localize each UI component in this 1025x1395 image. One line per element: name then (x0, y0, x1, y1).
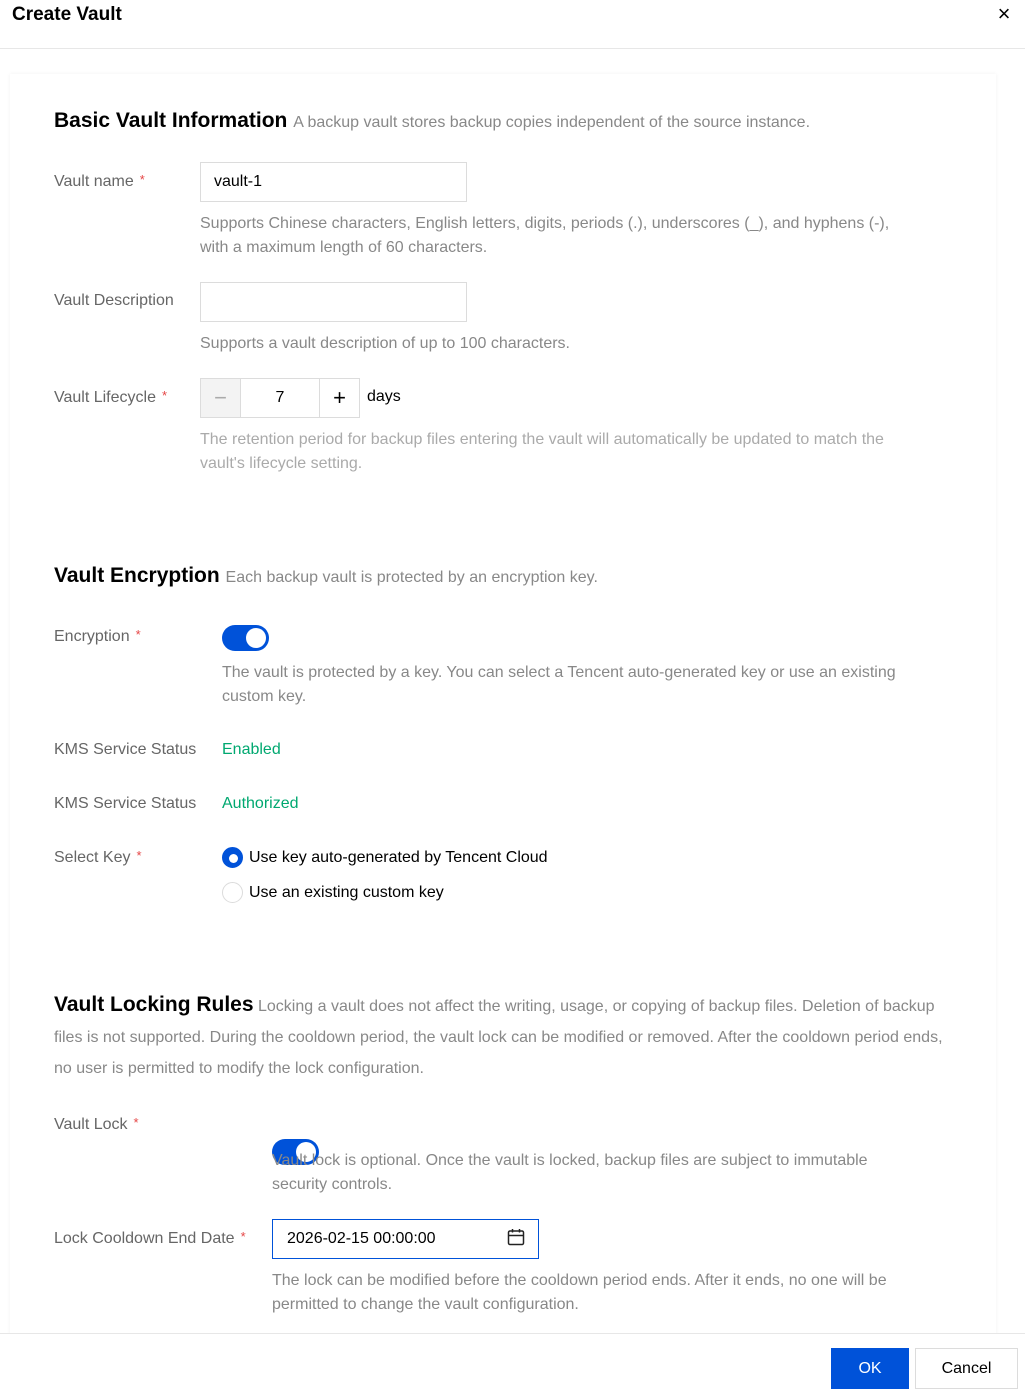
encryption-help-line-2: custom key. (222, 688, 307, 705)
vault-lock-help-line-2: security controls. (272, 1176, 393, 1193)
ok-button[interactable]: OK (831, 1348, 909, 1389)
encryption-help (222, 661, 942, 709)
radio-auto-key-label: Use key auto-generated by Tencent Cloud (249, 848, 548, 866)
vault-name-input[interactable]: vault-1 (200, 162, 467, 202)
lifecycle-help-line-2: vault's lifecycle setting. (200, 455, 363, 472)
radio-auto-key[interactable] (222, 847, 548, 868)
cooldown-date-input[interactable] (272, 1219, 539, 1259)
encryption-label-text: Encryption (54, 628, 130, 645)
encryption-label (54, 627, 141, 646)
vault-lock-label-text: Vault Lock (54, 1116, 128, 1133)
dialog-footer (0, 1333, 1025, 1395)
radio-checked-icon[interactable] (222, 847, 243, 868)
required-mark: * (136, 848, 142, 863)
lifecycle-value-input[interactable]: 7 (275, 389, 285, 406)
lifecycle-stepper (200, 378, 360, 418)
encryption-section-desc: Each backup vault is protected by an encryption key. (225, 569, 598, 586)
vault-lock-help (272, 1149, 952, 1197)
toggle-knob (246, 628, 266, 648)
close-icon[interactable]: × (997, 1, 1011, 26)
select-key-label (54, 848, 142, 867)
decrement-button[interactable]: − (201, 379, 241, 417)
kms-status-value-1: Enabled (222, 741, 281, 758)
kms-status-label-2: KMS Service Status (54, 795, 197, 812)
lifecycle-help (200, 428, 920, 476)
cooldown-date-help-line-1: The lock can be modified before the cooldown period ends. After it ends, no one will be (272, 1272, 887, 1289)
radio-custom-key[interactable] (222, 882, 444, 903)
radio-unchecked-icon[interactable] (222, 882, 243, 903)
locking-section-desc-1: Locking a vault does not affect the writing, usage, or copying of backup files. Deletion of backup (258, 998, 935, 1015)
dialog-title: Create Vault (12, 4, 122, 25)
cooldown-date-label (54, 1229, 246, 1248)
encryption-help-line-1: The vault is protected by a key. You can select a Tencent auto-generated key or use an existing (222, 664, 896, 681)
dialog-header (0, 0, 1025, 49)
vault-lock-help-line-1: Vault lock is optional. Once the vault is locked, backup files are subject to immutable (272, 1152, 868, 1169)
locking-section-desc-2: files is not supported. During the cooldown period, the vault lock can be modified or removed. After the cooldown period ends, (54, 1029, 943, 1046)
basic-section-desc: A backup vault stores backup copies independent of the source instance. (293, 114, 811, 131)
lifecycle-unit: days (367, 388, 401, 405)
encryption-toggle[interactable] (222, 625, 269, 651)
lifecycle-help-line-1: The retention period for backup files entering the vault will automatically be updated to match the (200, 431, 884, 448)
basic-section-title: Basic Vault Information (54, 109, 288, 132)
cancel-button[interactable]: Cancel (915, 1348, 1018, 1389)
locking-section-title: Vault Locking Rules (54, 993, 254, 1016)
cooldown-date-label-text: Lock Cooldown End Date (54, 1230, 235, 1247)
vault-name-help-line-2: with a maximum length of 60 characters. (200, 239, 488, 256)
vault-lifecycle-label (54, 388, 167, 407)
encryption-section-title: Vault Encryption (54, 564, 220, 587)
basic-section-header (54, 109, 810, 133)
cooldown-date-value: 2026-02-15 00:00:00 (287, 1230, 436, 1247)
locking-section-desc-3: no user is permitted to modify the lock configuration. (54, 1060, 424, 1077)
vault-description-help: Supports a vault description of up to 100 characters. (200, 335, 570, 352)
increment-button[interactable]: + (319, 379, 359, 417)
vault-name-help (200, 212, 920, 260)
calendar-icon[interactable] (506, 1227, 526, 1252)
locking-section-header (54, 989, 954, 1084)
vault-name-help-line-1: Supports Chinese characters, English letters, digits, periods (.), underscores (_), and hyphens (-), (200, 215, 890, 232)
vault-lifecycle-label-text: Vault Lifecycle (54, 389, 156, 406)
encryption-section-header (54, 564, 598, 588)
radio-custom-key-label: Use an existing custom key (249, 883, 444, 901)
required-mark: * (240, 1229, 246, 1244)
kms-status-value-2: Authorized (222, 795, 299, 812)
cooldown-date-help-line-2: permitted to change the vault configuration. (272, 1296, 579, 1313)
cooldown-date-help (272, 1269, 952, 1317)
kms-status-label-1: KMS Service Status (54, 741, 197, 758)
vault-lock-label (54, 1115, 139, 1134)
required-mark: * (139, 172, 145, 187)
vault-name-label (54, 172, 145, 191)
select-key-label-text: Select Key (54, 849, 131, 866)
required-mark: * (161, 388, 168, 403)
required-mark: * (135, 627, 141, 642)
vault-description-label: Vault Description (54, 292, 174, 309)
vault-name-label-text: Vault name (54, 173, 134, 190)
required-mark: * (133, 1115, 139, 1130)
vault-description-input[interactable] (200, 282, 467, 322)
